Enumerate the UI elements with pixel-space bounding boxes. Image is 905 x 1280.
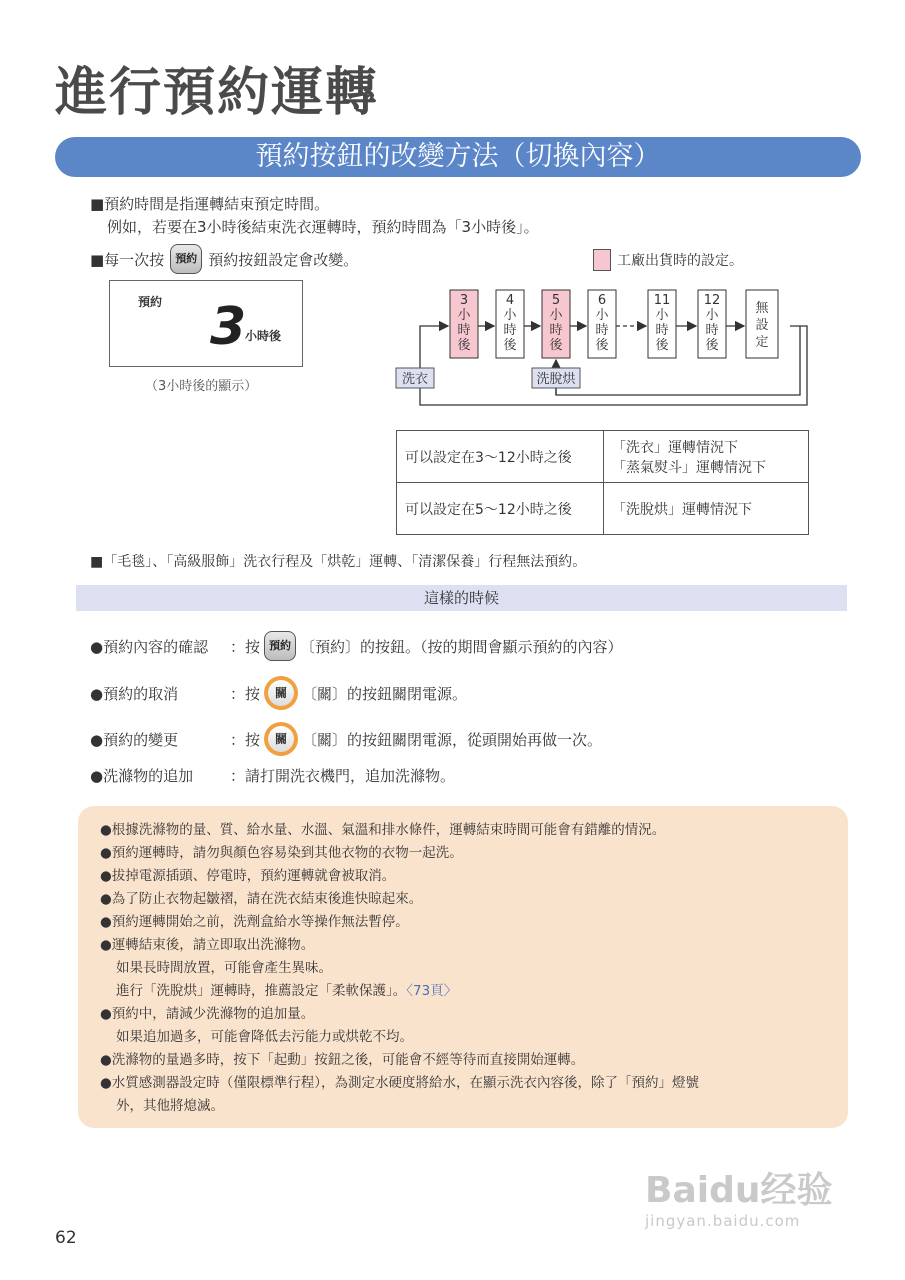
- press-prefix: ■每一次按: [90, 250, 165, 269]
- flow-box-text: 小: [655, 308, 669, 323]
- factory-legend-swatch: [593, 249, 611, 271]
- action-row-confirm: [90, 628, 623, 664]
- action-row-cancel: [90, 675, 467, 711]
- flow-box-text: 時: [549, 323, 563, 338]
- flow-box-text: 無: [755, 301, 769, 316]
- watermark-url: jingyan.baidu.com: [645, 1212, 801, 1230]
- note-line: ●預約運轉開始之前，洗劑盒給水等操作無法暫停。: [100, 914, 409, 930]
- intro-line-1: ■預約時間是指運轉結束預定時間。: [90, 195, 330, 213]
- table-row: [397, 431, 809, 483]
- page-title: 進行預約運轉: [55, 63, 380, 123]
- flow-box-text: 時: [595, 323, 609, 338]
- action-label: ●洗滌物的追加: [90, 766, 194, 785]
- action-prefix: ：按: [230, 637, 261, 656]
- range-table: [396, 430, 809, 535]
- flow-box-text: 定: [755, 335, 769, 350]
- reservation-display: [109, 280, 303, 367]
- action-prefix: ：按: [230, 730, 261, 749]
- note-line: ●水質感測器設定時（僅限標準行程），為測定水硬度將給水，在顯示洗衣內容後，除了「預約」燈號: [100, 1075, 700, 1091]
- factory-legend-text: 工廠出貨時的設定。: [617, 253, 743, 269]
- flow-box-text: 小: [549, 308, 563, 323]
- flow-box-text: 後: [595, 338, 609, 353]
- tag-dry: 洗脫烘: [536, 372, 576, 387]
- flow-box-text: 12: [703, 293, 721, 308]
- page-link[interactable]: 〈73頁〉: [406, 983, 458, 999]
- flow-box-text: 後: [503, 338, 517, 353]
- flow-box-text: 時: [457, 323, 471, 338]
- note-line-with-link: [116, 979, 457, 999]
- note-line: 如果長時間放置，可能會產生異味。: [116, 960, 332, 976]
- flow-box-text: 3: [459, 293, 469, 308]
- note-line: 如果追加過多，可能會降低去污能力或烘乾不均。: [116, 1029, 413, 1045]
- note-line: ●為了防止衣物起皺褶，請在洗衣結束後進快晾起來。: [100, 891, 423, 907]
- reserve-button[interactable]: 預約: [170, 244, 202, 274]
- action-text: 〔預約〕的按鈕。（按的期間會顯示預約的內容）: [300, 637, 623, 656]
- flow-box-text: 時: [705, 323, 719, 338]
- notes-box: [78, 806, 848, 1128]
- flow-box-text: 小: [457, 308, 471, 323]
- table-cell-range: 可以設定在3～12小時之後: [397, 431, 604, 483]
- action-row-change: [90, 721, 602, 757]
- flow-box-text: 時: [655, 323, 669, 338]
- note-line: ●預約運轉時，請勿與顏色容易染到其他衣物的衣物一起洗。: [100, 845, 463, 861]
- action-row-add: [90, 764, 455, 786]
- section-header: 這樣的時候: [76, 585, 847, 611]
- flow-box-text: 6: [597, 293, 607, 308]
- reservation-flow-diagram: [390, 280, 820, 410]
- off-button[interactable]: [264, 676, 298, 710]
- press-instruction: [90, 244, 358, 274]
- table-cell-condition: [604, 431, 809, 483]
- off-button-label: 關: [268, 680, 294, 706]
- flow-box-text: 時: [503, 323, 517, 338]
- flow-box-text: 11: [653, 293, 671, 308]
- note-line: ●根據洗滌物的量、質、給水量、水溫、氣溫和排水條件，運轉結束時間可能會有錯離的情況。: [100, 822, 666, 838]
- flow-box-text: 小: [503, 308, 517, 323]
- section-banner: 預約按鈕的改變方法（切換內容）: [55, 137, 861, 177]
- factory-legend: [593, 249, 743, 271]
- flow-box-text: 5: [551, 293, 561, 308]
- table-cell-condition: 「洗脫烘」運轉情況下: [604, 483, 809, 535]
- flow-box-text: 4: [505, 293, 515, 308]
- flow-box-text: 後: [549, 338, 563, 353]
- page-number: 62: [55, 1228, 77, 1248]
- reserve-button[interactable]: 預約: [264, 631, 296, 661]
- note-line: 外，其他將熄滅。: [116, 1098, 224, 1114]
- note-line: ●洗滌物的量過多時，按下「起動」按鈕之後，可能會不經等待而直接開始運轉。: [100, 1052, 585, 1068]
- condition-line: 「蒸氣熨斗」運轉情況下: [612, 459, 766, 476]
- action-text: 〔關〕的按鈕關閉電源，從頭開始再做一次。: [302, 730, 603, 749]
- press-suffix: 預約按鈕設定會改變。: [208, 250, 359, 269]
- off-button-label: 關: [268, 726, 294, 752]
- note-line: ●運轉結束後，請立即取出洗滌物。: [100, 937, 315, 953]
- action-prefix: ：按: [230, 684, 261, 703]
- off-button[interactable]: [264, 722, 298, 756]
- flow-box-text: 設: [755, 318, 769, 333]
- flow-box-text: 後: [655, 338, 669, 353]
- action-label: ●預約的取消: [90, 684, 179, 703]
- display-unit: 小時後: [245, 329, 282, 343]
- restriction-note: ■「毛毯」、「高級服飾」洗衣行程及「烘乾」運轉、「清潔保養」行程無法預約。: [90, 554, 587, 570]
- watermark-logo: Baidu经验: [645, 1170, 833, 1211]
- table-cell-range: 可以設定在5～12小時之後: [397, 483, 604, 535]
- action-label: ●預約的變更: [90, 730, 179, 749]
- action-text: 〔關〕的按鈕關閉電源。: [302, 684, 468, 703]
- note-line: ●預約中，請減少洗滌物的追加量。: [100, 1006, 315, 1022]
- action-prefix: ：請打開洗衣機門，追加洗滌物。: [230, 766, 456, 785]
- display-label: 預約: [138, 295, 163, 309]
- tag-wash: 洗衣: [401, 372, 429, 387]
- flow-box-text: 後: [457, 338, 471, 353]
- intro-line-2: 例如，若要在3小時後結束洗衣運轉時，預約時間為「3小時後」。: [107, 218, 539, 236]
- action-label: ●預約內容的確認: [90, 637, 209, 656]
- display-digit: 3: [210, 297, 247, 357]
- note-line: ●拔掉電源插頭、停電時，預約運轉就會被取消。: [100, 868, 396, 884]
- display-caption: （3小時後的顯示）: [145, 379, 258, 394]
- flow-box-text: 小: [705, 308, 719, 323]
- condition-line: 「洗衣」運轉情況下: [612, 439, 738, 456]
- flow-box-text: 後: [705, 338, 719, 353]
- table-row: [397, 483, 809, 535]
- flow-box-text: 小: [595, 308, 609, 323]
- note-text: 進行「洗脫烘」運轉時，推薦設定「柔軟保護」。: [116, 983, 407, 999]
